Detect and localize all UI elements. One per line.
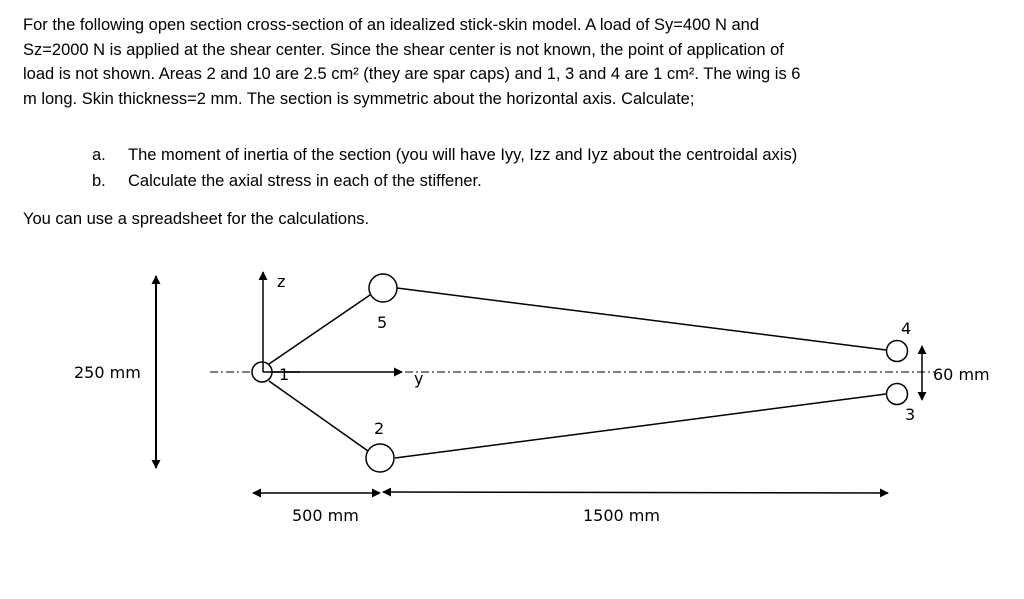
rear-width-label: 1500 mm [583,506,660,525]
boom-1-label: 1 [279,365,290,384]
spreadsheet-note: You can use a spreadsheet for the calculations. [23,210,370,228]
task-b-text: Calculate the axial stress in each of the stiffener. [128,172,482,190]
z-axis-label: z [277,272,286,291]
task-a-text: The moment of inertia of the section (you will have Iyy, Izz and Iyz about the centroidal axis) [128,146,798,164]
problem-line-4: m long. Skin thickness=2 mm. The section is symmetric about the horizontal axis. Calculate; [23,89,695,108]
height-dimension-label: 250 mm [74,363,141,382]
boom-2 [366,419,394,472]
boom-1 [252,362,300,384]
tip-height-dimension [922,346,990,400]
boom-2-label: 2 [374,419,385,438]
boom-4-label: 4 [901,319,912,338]
problem-line-3: load is not shown. Areas 2 and 10 are 2.5 cm² (they are spar caps) and 1, 3 and 4 are 1 cm². The wing is 6 [23,65,801,83]
height-dimension [74,276,156,468]
task-b-marker: b. [92,172,106,190]
tip-height-label: 60 mm [933,365,990,384]
skin-panels [269,288,886,458]
y-axis-label: y [414,369,424,388]
boom-5 [369,274,397,332]
boom-4 [887,319,912,362]
z-axis [263,272,285,372]
boom-3 [887,384,916,425]
boom-5-label: 5 [377,313,388,332]
problem-line-1: For the following open section cross-section of an idealized stick-skin model. A load of Sy=400 N and [23,16,760,34]
front-width-dimension [253,493,380,525]
boom-3-label: 3 [905,405,916,424]
front-width-label: 500 mm [292,506,359,525]
problem-line-2: Sz=2000 N is applied at the shear center. Since the shear center is not known, the point of application of [23,40,784,59]
rear-width-dimension [383,492,888,525]
task-a-marker: a. [92,146,106,164]
